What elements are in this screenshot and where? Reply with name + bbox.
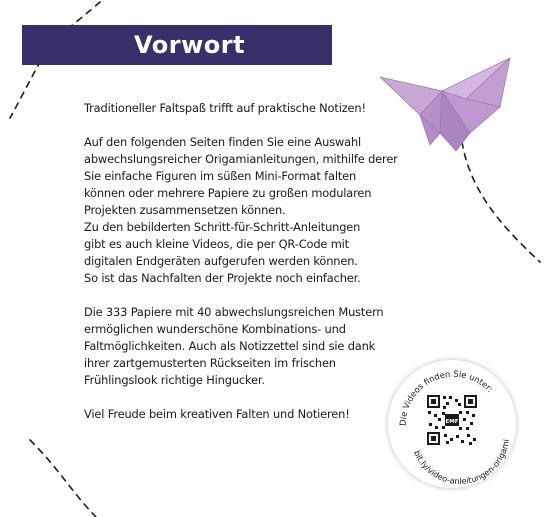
text-line: können oder mehrere Papiere zu großen modularen (84, 186, 372, 200)
text-line: gibt es auch kleine Videos, die per QR-Code mit (84, 237, 350, 251)
paragraph-contents (84, 134, 414, 287)
header-banner (22, 25, 332, 65)
paragraph-closing (84, 406, 414, 423)
text-line: digitalen Endgeräten aufgerufen werden können. (84, 254, 358, 268)
qr-caption-top: Die Videos finden Sie unter: (397, 368, 496, 427)
text-line: Faltmöglichkeiten. Auch als Notizzettel sind sie dank (84, 339, 376, 353)
text-line: ihrer zartgemusterten Rückseiten im frischen (84, 356, 336, 370)
qr-badge-graphic[interactable] (388, 360, 516, 488)
text-line: Zu den bebilderten Schritt-für-Schritt-Anleitungen (84, 220, 361, 234)
text-line: Frühlingslook richtige Hingucker. (84, 373, 265, 387)
qr-center-logo: EMF (445, 419, 459, 425)
text-line: ermöglichen wunderschöne Kombinations- und (84, 322, 346, 336)
qr-code-icon[interactable] (426, 394, 478, 446)
paragraph-papers (84, 304, 414, 389)
page-title: Vorwort (134, 31, 246, 59)
text-line: Projekten zusammensetzen können. (84, 203, 286, 217)
text-line: Die 333 Papiere mit 40 abwechslungsreichen Mustern (84, 305, 384, 319)
qr-caption-bottom: bit.ly/video-anleitungen-origami (412, 438, 511, 487)
text-line: Viel Freude beim kreativen Falten und Notieren! (84, 407, 350, 421)
text-line: So ist das Nachfalten der Projekte noch einfacher. (84, 271, 361, 285)
text-line: abwechslungsreicher Origamianleitungen, mithilfe derer (84, 152, 398, 166)
paragraph-intro (84, 100, 414, 117)
text-line: Sie einfache Figuren im süßen Mini-Format falten (84, 169, 357, 183)
text-line: Auf den folgenden Seiten finden Sie eine Auswahl (84, 135, 362, 149)
dashed-line-right (462, 142, 540, 262)
text-line: Traditioneller Faltspaß trifft auf praktische Notizen! (84, 101, 366, 115)
dashed-line-bottom-left (30, 440, 96, 517)
foreword-text (84, 100, 414, 440)
